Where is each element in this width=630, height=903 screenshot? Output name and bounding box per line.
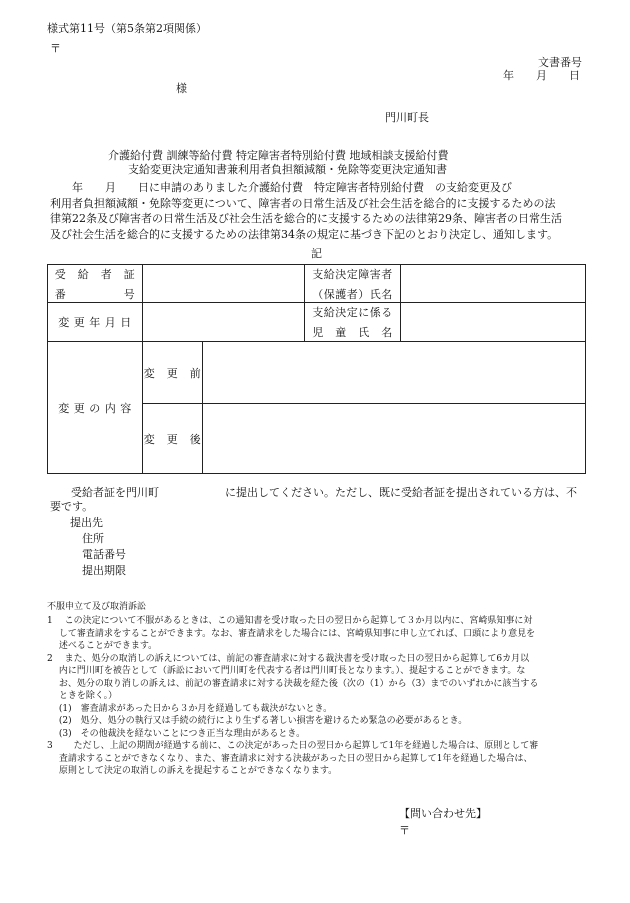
after-label: 変 更 後 xyxy=(143,404,203,474)
objection-line: (1) 審査請求があった日から３か月を経過しても裁決がないとき。 xyxy=(47,703,333,714)
child-name-label: 支給決定に係る 児 童 氏 名 xyxy=(305,303,401,342)
body-line: 利用者負担額減額・免除等変更について、障害者の日常生活及び社会生活を総合的に支援するための法 xyxy=(50,196,556,210)
date-label: 年 月 日 xyxy=(503,69,580,82)
objection-line: 2 また、処分の取消しの訴えについては、前記の審査請求に対する裁決書を受け取った日の翌日から起算して6カ月以 xyxy=(47,653,530,664)
submission-address: 住所 xyxy=(82,532,104,545)
submission-line-2: 要です。 xyxy=(50,500,94,513)
after-value[interactable] xyxy=(203,404,586,474)
objection-line: 査請求することができなくなり、また、審査請求に対する決裁があった日の翌日から起算して1年を経過した場合は、 xyxy=(47,753,533,764)
title-line-2: 支給変更決定通知書兼利用者負担額減額・免除等変更決定通知書 xyxy=(128,163,447,176)
objection-body xyxy=(47,615,592,778)
submission-destination: 提出先 xyxy=(70,516,103,529)
objection-line: 1 この決定について不服があるときは、この通知書を受け取った日の翌日から起算して３か月以内に、宮崎県知事に対 xyxy=(47,616,533,626)
objection-line: お、処分の取り消しの訴えは、前記の審査請求に対する決裁を経た後（次の（1）から（3）までのいずれかに該当する xyxy=(47,678,539,689)
body-line: 及び社会生活を総合的に支援するための法律第34条の規定に基づき下記のとおり決定し、通知します。 xyxy=(50,227,559,241)
document-number-label: 文書番号 xyxy=(538,56,582,69)
change-date-value[interactable] xyxy=(143,303,305,342)
objection-line: ときを除く。） xyxy=(47,691,118,701)
before-value[interactable] xyxy=(203,342,586,404)
objection-line: 内に門川町を被告として（訴訟において門川町を代表する者は門川町長となります。）、提起することができます。な xyxy=(47,666,526,676)
submission-deadline: 提出期限 xyxy=(82,564,126,577)
guardian-name-value[interactable] xyxy=(401,265,586,303)
form-number: 様式第11号（第5条第2項関係） xyxy=(47,22,207,35)
objection-line: して審査請求をすることができます。なお、審査請求をした場合には、宮崎県知事に申し立てれば、口頭により意見を xyxy=(47,628,536,639)
submission-line-1: 受給者証を門川町 に提出してください。ただし、既に受給者証を提出されている方は、不 xyxy=(71,486,577,499)
objection-line: 3 ただし、上記の期間が経過する前に、この決定があった日の翌日から起算して1年を経過した場合は、原則として審 xyxy=(47,741,539,751)
change-date-label: 変 更 年 月 日 xyxy=(48,303,143,342)
guardian-name-label: 支給決定障害者 （保護者）氏名 xyxy=(305,265,401,303)
before-label: 変 更 前 xyxy=(143,342,203,404)
objection-line: (2) 処分、処分の執行又は手続の続行により生ずる著しい損害を避けるため緊急の必要があるとき。 xyxy=(47,716,468,726)
objection-line: 述べることができます。 xyxy=(47,641,158,651)
title-line-1: 介護給付費 訓練等給付費 特定障害者特別給付費 地域相談支援給付費 xyxy=(108,149,449,162)
child-name-value[interactable] xyxy=(401,303,586,342)
inquiry-postal-mark: 〒 xyxy=(399,824,410,837)
issuer-name: 門川町長 xyxy=(385,111,429,124)
postal-mark: 〒 xyxy=(50,42,61,55)
objection-line: (3) その他裁決を経ないことにつき正当な理由があるとき。 xyxy=(47,728,306,739)
objection-line: 原則として決定の取消しの訴えを提起することができなくなります。 xyxy=(47,766,338,776)
recipient-cert-label: 受 給 者 証 番 号 xyxy=(48,265,143,303)
body-line: 律第22条及び障害者の日常生活及び社会生活を総合的に支援するための法律第29条、障害者の日常生活 xyxy=(50,212,562,225)
objection-heading: 不服申立て及び取消訴訟 xyxy=(47,602,147,612)
ki-heading: 記 xyxy=(311,247,322,260)
change-content-label: 変 更 の 内 容 xyxy=(48,342,143,474)
recipient-honorific: 様 xyxy=(176,82,187,95)
inquiry-label: 【問い合わせ先】 xyxy=(399,807,487,820)
recipient-cert-value[interactable] xyxy=(143,265,305,303)
decision-table xyxy=(47,264,586,474)
notice-body xyxy=(50,180,590,242)
submission-phone: 電話番号 xyxy=(82,548,126,561)
body-line: 年 月 日に申請のありました介護給付費 特定障害者特別給付費 の支給変更及び xyxy=(50,181,512,194)
